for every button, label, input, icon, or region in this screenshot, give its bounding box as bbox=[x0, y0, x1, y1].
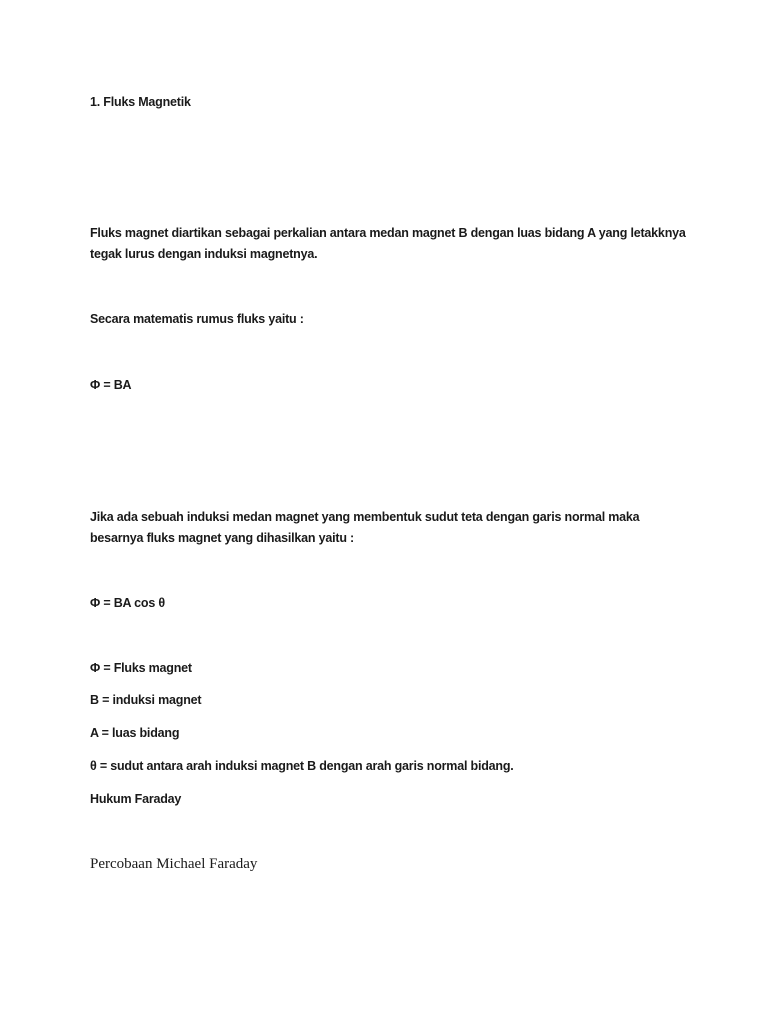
legend-theta: θ = sudut antara arah induksi magnet B dengan arah garis normal bidang. bbox=[90, 759, 514, 773]
formula-basic: Φ = BA bbox=[90, 378, 132, 392]
legend-a: A = luas bidang bbox=[90, 726, 180, 740]
formula-cos: Φ = BA cos θ bbox=[90, 596, 165, 610]
angle-paragraph: Jika ada sebuah induksi medan magnet yang membentuk sudut teta dengan garis normal maka besarnya fluks magnet yang dihasilkan yaitu : bbox=[90, 510, 640, 545]
definition-paragraph: Fluks magnet diartikan sebagai perkalian antara medan magnet B dengan luas bidang A yang letakknya tegak lurus dengan induksi magnetnya. bbox=[90, 226, 686, 261]
subsection-heading: Percobaan Michael Faraday bbox=[90, 856, 258, 872]
formula-intro: Secara matematis rumus fluks yaitu : bbox=[90, 312, 304, 326]
legend-phi: Φ = Fluks magnet bbox=[90, 661, 192, 675]
section-title: 1. Fluks Magnetik bbox=[90, 95, 191, 109]
section-heading: Hukum Faraday bbox=[90, 792, 182, 806]
legend-b: B = induksi magnet bbox=[90, 693, 202, 707]
